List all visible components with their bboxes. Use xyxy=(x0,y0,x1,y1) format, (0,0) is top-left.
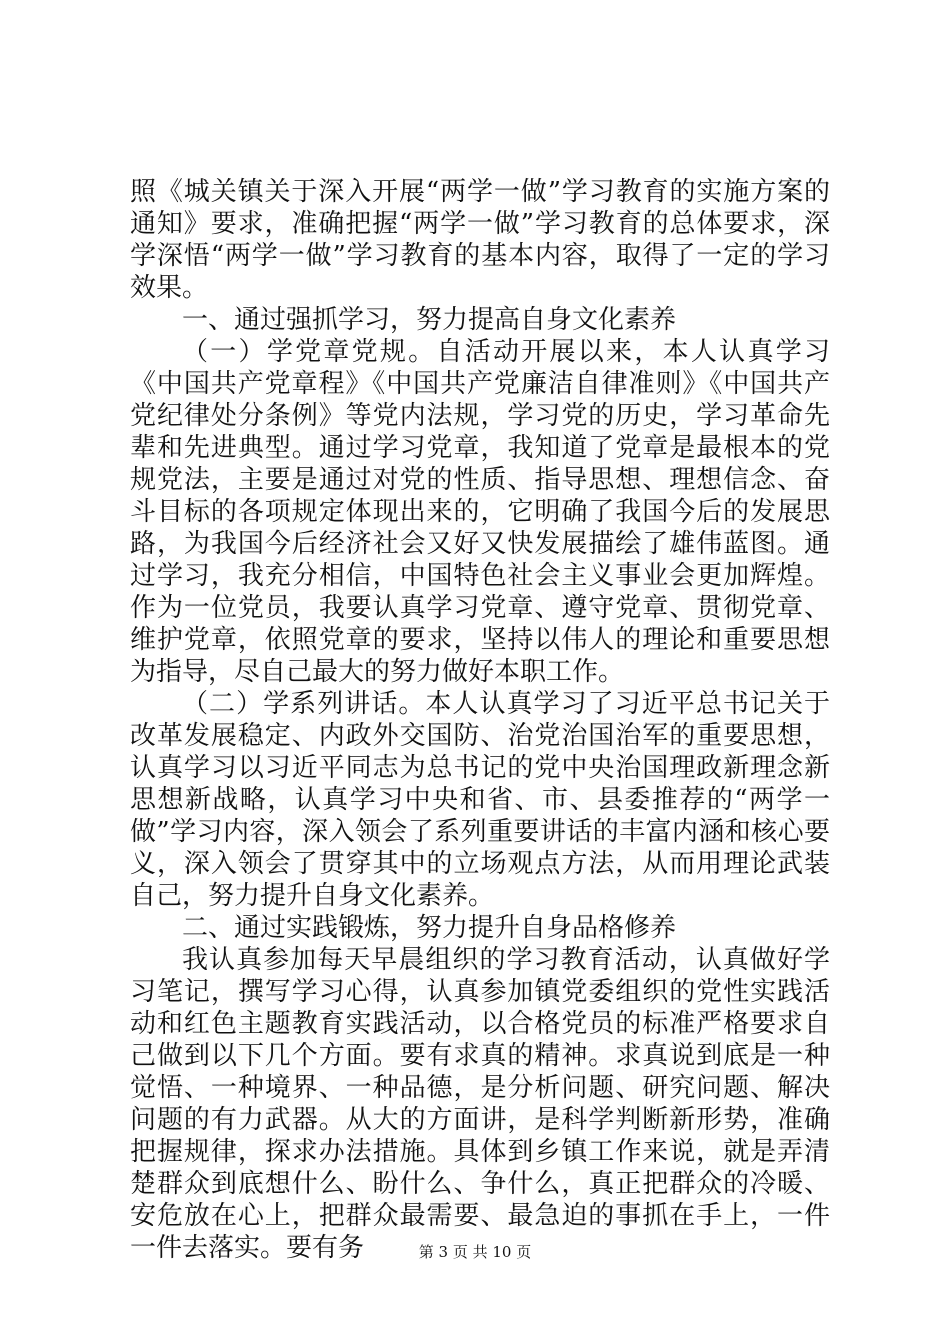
heading-section-2: 二、通过实践锻炼，努力提升自身品格修养 xyxy=(182,913,677,943)
paragraph-practice: 我认真参加每天早晨组织的学习教育活动，认真做好学习笔记，撰写学习心得，认真参加镇党委组织的党性实践活动和红色主题教育实践活动，以合格党员的标准严格要求自己做到以下几个方面。要有求真的精神。求真说到底是一种觉悟、一种境界、一种品德，是分析问题、研究问题、解决问题的有力武器。从大的方面讲，是科学判断新形势，准确把握规律，探求办法措施。具体到乡镇工作来说，就是弄清楚群众到底想什么、盼什么、争什么，真正把群众的冷暖、安危放在心上，把群众最需要、最急迫的事抓在手上，一件一件去落实。要有务 xyxy=(130,945,830,1263)
heading-section-1: 一、通过强抓学习，努力提高自身文化素养 xyxy=(182,305,677,335)
page-number-footer: 第 3 页 共 10 页 xyxy=(418,1243,532,1261)
document-body xyxy=(130,176,830,1264)
paragraph-intro: 照《城关镇关于深入开展“两学一做”学习教育的实施方案的通知》要求，准确把握“两学一做”学习教育的总体要求，深学深悟“两学一做”学习教育的基本内容，取得了一定的学习效果。 xyxy=(130,177,830,303)
paragraph-speeches: （二）学系列讲话。本人认真学习了习近平总书记关于改革发展稳定、内政外交国防、治党治国治军的重要思想，认真学习以习近平同志为总书记的党中央治国理政新理念新思想新战略，认真学习中央和省、市、县委推荐的“两学一做”学习内容，深入领会了系列重要讲话的丰富内涵和核心要义，深入领会了贯穿其中的立场观点方法，从而用理论武装自己，努力提升自身文化素养。 xyxy=(130,689,830,911)
paragraph-party-constitution: （一）学党章党规。自活动开展以来，本人认真学习《中国共产党章程》《中国共产党廉洁自律准则》《中国共产党纪律处分条例》等党内法规，学习党的历史，学习革命先辈和先进典型。通过学习党章，我知道了党章是最根本的党规党法，主要是通过对党的性质、指导思想、理想信念、奋斗目标的各项规定体现出来的，它明确了我国今后的发展思路，为我国今后经济社会又好又快发展描绘了雄伟蓝图。通过学习，我充分相信，中国特色社会主义事业会更加辉煌。作为一位党员，我要认真学习党章、遵守党章、贯彻党章、维护党章，依照党章的要求，坚持以伟人的理论和重要思想为指导，尽自己最大的努力做好本职工作。 xyxy=(130,337,830,687)
